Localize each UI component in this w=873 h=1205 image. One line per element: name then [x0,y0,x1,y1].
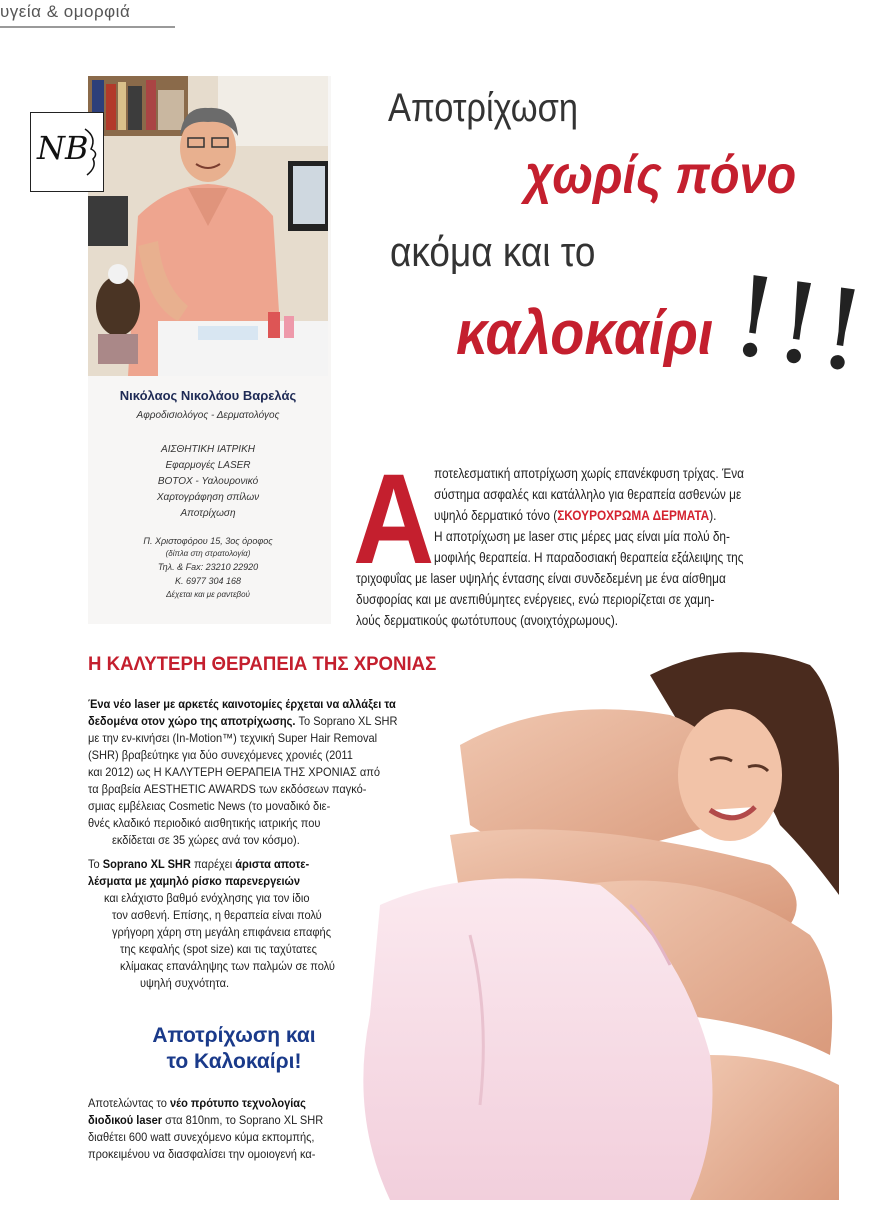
body-line: της κεφαλής (spot size) και τις ταχύτατες [120,942,318,956]
doctor-photo-illustration [88,76,328,376]
body-line [88,697,396,711]
service-item: Εφαρμογές LASER [165,460,251,471]
section-heading: Η ΚΑΛΥΤΕΡΗ ΘΕΡΑΠΕΙΑ ΤΗΣ ΧΡΟΝΙΑΣ [88,654,437,675]
subheading-line: Αποτρίχωση και [152,1024,316,1047]
body-text: Το [88,857,103,871]
intro-text: ). [709,508,717,523]
title-exclamation: !!! [723,251,873,397]
doctor-name: Νικόλαος Νικολάου Βαρελάς [119,388,297,403]
section-rule [0,26,175,28]
service-item: ΑΙΣΘΗΤΙΚΗ ΙΑΤΡΙΚΗ [161,444,255,455]
body-bold-text: διοδικού laser [88,1113,163,1127]
body-line: υψηλή συχνότητα. [140,976,230,990]
service-item: Αποτρίχωση [180,508,236,519]
service-item: BOTOX - Υαλουρονικό [157,476,259,487]
title-line-4: καλοκαίρι [456,299,714,368]
logo-monogram: NB [37,129,89,167]
intro-line: σύστημα ασφαλές και κατάλληλο για θεραπεία ασθενών με [434,487,742,502]
body-line [88,874,300,888]
body-line: εκδίδεται σε 35 χώρες ανά τον κόσμο). [112,833,300,847]
intro-line: ποτελεσματική αποτρίχωση χωρίς επανέκφυση τρίχας. Ένα [434,466,744,481]
address-line: (δίπλα στη στρατολογία) [165,549,251,558]
body-line: προκειμένου να διασφαλίσει την ομοιογενή κα- [88,1147,316,1161]
title-line-2: χωρίς πόνο [525,145,797,205]
body-line: θνές κλαδικό περιοδικό αισθητικής ιατρικής που [88,816,321,830]
body-line: κλίμακας επανάληψης των παλμών σε πολύ [120,959,335,973]
body-line [88,857,309,871]
body-line: με την εν-κινήσει (In-Motion™) τεχνική Super Hair Removal [88,731,378,745]
body-line: (SHR) βραβεύτηκε για δύο συνεχόμενες χρονιές (2011 [88,748,353,762]
body-bold-text: λέσματα με χαμηλό ρίσκο παρενεργειών [88,874,300,888]
body-text: To Soprano XL SHR [295,714,398,728]
intro-line: Η αποτρίχωση με laser στις μέρες μας είναι μία πολύ δη- [434,529,730,544]
body-bold-text: άριστα αποτε- [235,857,310,871]
title-line-1: Αποτρίχωση [388,86,578,130]
mobile-phone: Κ. 6977 304 168 [174,576,242,586]
appointment-note: Δέχεται και με ραντεβού [166,590,250,599]
address-line: Π. Χριστοφόρου 15, 3ος όροφος [143,536,273,546]
body-bold-text: νέο πρότυπο τεχνολογίας [169,1096,306,1110]
body-bold-text: Ένα νέο laser με αρκετές καινοτομίες έρχεται να αλλάξει τα [88,697,396,711]
intro-line [434,508,716,523]
doctor-specialty: Αφροδισιολόγος - Δερματολόγος [136,410,280,421]
nb-logo [30,112,104,192]
dark-skin-highlight: ΣΚΟΥΡΟΧΡΩΜΑ ΔΕΡΜΑΤΑ [557,508,710,523]
service-item: Χαρτογράφηση σπίλων [156,492,260,503]
subheading-line: το Καλοκαίρι! [166,1050,302,1073]
intro-line: δυσφορίας και με ανεπιθύμητες ενέργειες, ενώ περιορίζεται σε χαμη- [356,592,715,607]
intro-line: μοφιλής θεραπεία. Η παραδοσιακή θεραπεία εξάλειψης της [434,550,744,565]
body-line: σμιας εμβέλειας Cosmetic News (το μοναδικό διε- [88,799,331,813]
logo-face-icon [81,127,101,177]
product-name: Soprano XL SHR [102,857,191,871]
body-line: τα βραβεία AESTHETIC AWARDS των εκδόσεων παγκό- [88,782,367,796]
body-line [88,1113,323,1127]
doctor-photo [88,76,328,376]
body-text: Αποτελώντας το [88,1096,170,1110]
body-text: στα 810nm, το Soprano XL SHR [162,1113,324,1127]
woman-photo [350,635,839,1200]
phone-fax: Τηλ. & Fax: 23210 22920 [157,562,259,572]
intro-line: λούς δερματικούς φωτότυπους (ανοιχτόχρωμους). [356,613,619,628]
section-tag: υγεία & ομορφιά [0,2,131,21]
woman-photo-illustration [350,635,839,1200]
intro-line: τριχοφυΐας με laser υψηλής έντασης είναι συνδεδεμένη με ένα αίσθημα [356,571,726,586]
body-text: παρέχει [190,857,236,871]
body-line [88,714,398,728]
intro-text: υψηλό δερματικό τόνο ( [434,508,558,523]
drop-cap: Α [353,448,435,591]
body-line: και ελάχιστο βαθμό ενόχλησης για τον ίδιο [104,891,310,905]
body-line: γρήγορη χάρη στη μεγάλη επιφάνεια επαφής [112,925,332,939]
body-line: και 2012) ως Η ΚΑΛΥΤΕΡΗ ΘΕΡΑΠΕΙΑ ΤΗΣ ΧΡΟΝΙΑΣ από [88,765,381,779]
body-bold-text: δεδομένα οτον χώρο της αποτρίχωσης. [88,714,296,728]
body-line: τον ασθενή. Επίσης, η θεραπεία είναι πολύ [112,908,322,922]
title-line-3: ακόμα και το [390,228,596,275]
body-line [88,1096,306,1110]
body-line: διαθέτει 600 watt συνεχόμενο κύμα εκπομπής, [88,1130,315,1144]
